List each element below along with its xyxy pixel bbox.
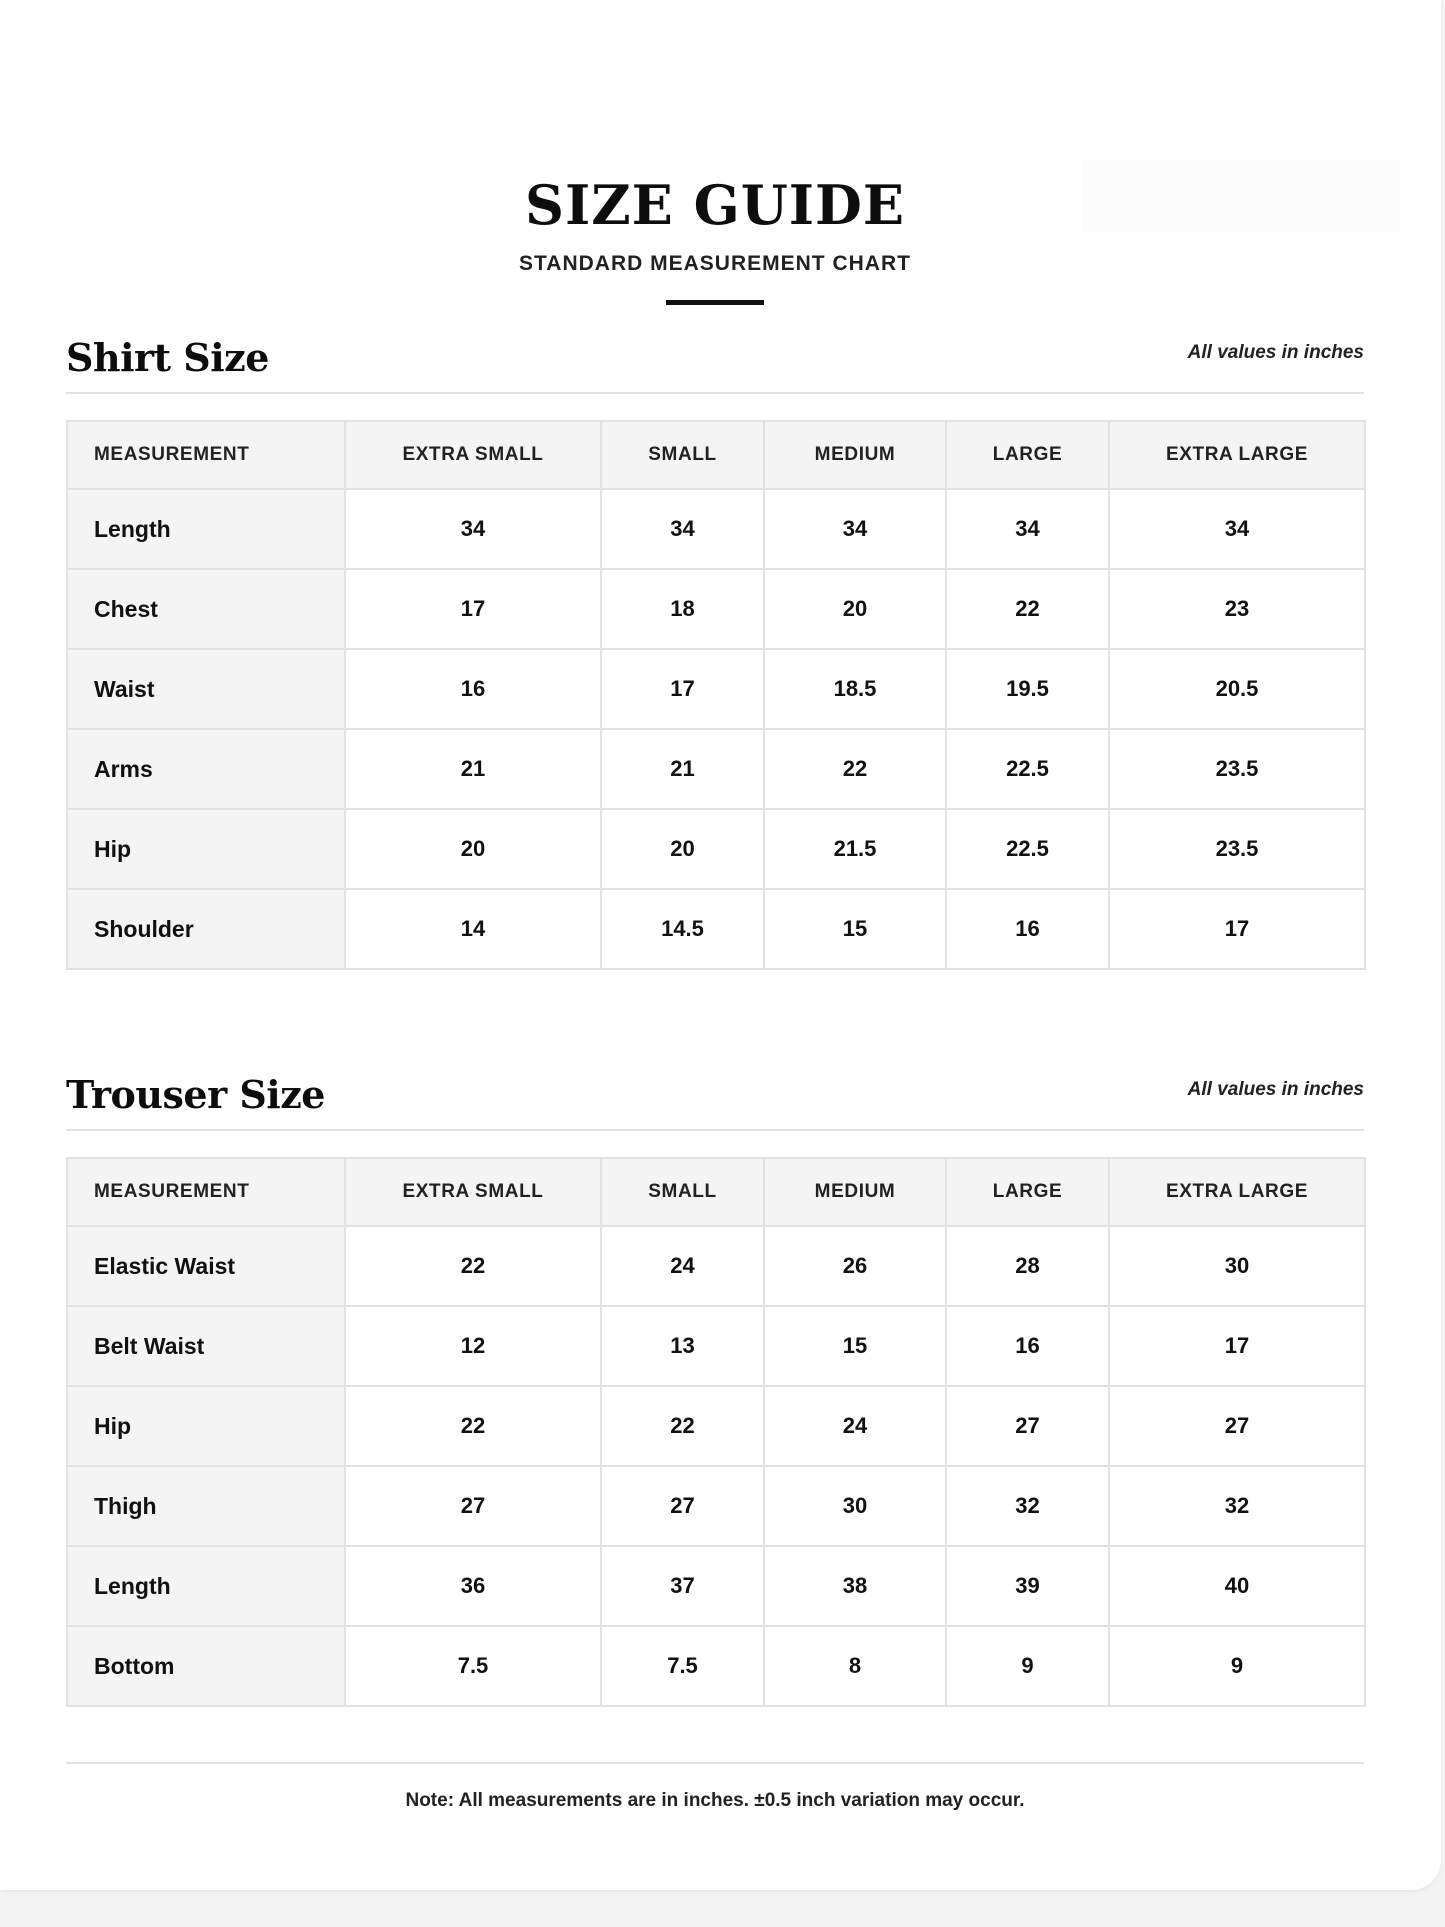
shirt-size-section bbox=[66, 330, 1364, 970]
column-header: MEDIUM bbox=[764, 1158, 946, 1226]
column-header: MEASUREMENT bbox=[67, 421, 345, 489]
table-cell: 18.5 bbox=[764, 649, 946, 729]
table-cell: 30 bbox=[1109, 1226, 1365, 1306]
table-cell: 40 bbox=[1109, 1546, 1365, 1626]
column-header: MEDIUM bbox=[764, 421, 946, 489]
column-header: EXTRA SMALL bbox=[345, 1158, 601, 1226]
column-header: MEASUREMENT bbox=[67, 1158, 345, 1226]
row-label: Waist bbox=[67, 649, 345, 729]
table-cell: 32 bbox=[946, 1466, 1109, 1546]
table-cell: 22 bbox=[345, 1226, 601, 1306]
shirt-section-title: Shirt Size bbox=[66, 335, 269, 380]
trouser-size-table bbox=[66, 1157, 1366, 1707]
shirt-units-note: All values in inches bbox=[1187, 342, 1364, 363]
row-label: Bottom bbox=[67, 1626, 345, 1706]
footer-note: Note: All measurements are in inches. ±0.5 inch variation may occur. bbox=[405, 1790, 1025, 1811]
table-cell: 21.5 bbox=[764, 809, 946, 889]
table-cell: 15 bbox=[764, 889, 946, 969]
row-label: Length bbox=[67, 489, 345, 569]
table-cell: 27 bbox=[946, 1386, 1109, 1466]
footer-divider bbox=[66, 1762, 1364, 1764]
table-cell: 21 bbox=[601, 729, 764, 809]
table-cell: 36 bbox=[345, 1546, 601, 1626]
table-cell: 20.5 bbox=[1109, 649, 1365, 729]
table-row bbox=[67, 809, 1365, 889]
table-row bbox=[67, 649, 1365, 729]
table-cell: 23.5 bbox=[1109, 809, 1365, 889]
table-header-row bbox=[67, 1158, 1365, 1226]
shirt-section-header bbox=[66, 330, 1364, 394]
table-cell: 22 bbox=[764, 729, 946, 809]
table-cell: 32 bbox=[1109, 1466, 1365, 1546]
table-cell: 7.5 bbox=[345, 1626, 601, 1706]
row-label: Hip bbox=[67, 809, 345, 889]
table-cell: 37 bbox=[601, 1546, 764, 1626]
row-label: Chest bbox=[67, 569, 345, 649]
table-row bbox=[67, 1546, 1365, 1626]
table-cell: 18 bbox=[601, 569, 764, 649]
table-cell: 21 bbox=[345, 729, 601, 809]
table-cell: 27 bbox=[1109, 1386, 1365, 1466]
table-cell: 20 bbox=[345, 809, 601, 889]
table-row bbox=[67, 1226, 1365, 1306]
column-header: LARGE bbox=[946, 1158, 1109, 1226]
table-cell: 20 bbox=[601, 809, 764, 889]
column-header: SMALL bbox=[601, 421, 764, 489]
table-cell: 22.5 bbox=[946, 729, 1109, 809]
table-cell: 27 bbox=[345, 1466, 601, 1546]
table-cell: 22 bbox=[946, 569, 1109, 649]
table-cell: 17 bbox=[345, 569, 601, 649]
table-cell: 34 bbox=[601, 489, 764, 569]
trouser-section-title: Trouser Size bbox=[66, 1072, 325, 1117]
table-cell: 16 bbox=[946, 889, 1109, 969]
column-header: EXTRA LARGE bbox=[1109, 1158, 1365, 1226]
title-divider bbox=[666, 300, 764, 305]
table-cell: 15 bbox=[764, 1306, 946, 1386]
table-row bbox=[67, 1626, 1365, 1706]
trouser-units-note: All values in inches bbox=[1187, 1079, 1364, 1100]
table-cell: 27 bbox=[601, 1466, 764, 1546]
table-cell: 38 bbox=[764, 1546, 946, 1626]
row-label: Belt Waist bbox=[67, 1306, 345, 1386]
table-row bbox=[67, 569, 1365, 649]
table-cell: 34 bbox=[764, 489, 946, 569]
page-subtitle: STANDARD MEASUREMENT CHART bbox=[519, 252, 911, 275]
trouser-section-header bbox=[66, 1067, 1364, 1131]
table-cell: 24 bbox=[764, 1386, 946, 1466]
table-cell: 17 bbox=[601, 649, 764, 729]
table-cell: 20 bbox=[764, 569, 946, 649]
table-cell: 9 bbox=[1109, 1626, 1365, 1706]
table-row bbox=[67, 889, 1365, 969]
row-label: Shoulder bbox=[67, 889, 345, 969]
table-cell: 34 bbox=[345, 489, 601, 569]
table-cell: 30 bbox=[764, 1466, 946, 1546]
table-cell: 17 bbox=[1109, 889, 1365, 969]
row-label: Arms bbox=[67, 729, 345, 809]
trouser-size-section bbox=[66, 1067, 1364, 1707]
page-header bbox=[0, 170, 1430, 305]
table-cell: 16 bbox=[345, 649, 601, 729]
table-row bbox=[67, 1306, 1365, 1386]
table-cell: 19.5 bbox=[946, 649, 1109, 729]
shirt-size-table bbox=[66, 420, 1366, 970]
table-cell: 22 bbox=[601, 1386, 764, 1466]
column-header: EXTRA SMALL bbox=[345, 421, 601, 489]
column-header: EXTRA LARGE bbox=[1109, 421, 1365, 489]
table-cell: 24 bbox=[601, 1226, 764, 1306]
table-cell: 39 bbox=[946, 1546, 1109, 1626]
table-cell: 34 bbox=[946, 489, 1109, 569]
table-cell: 9 bbox=[946, 1626, 1109, 1706]
table-row bbox=[67, 729, 1365, 809]
table-cell: 14 bbox=[345, 889, 601, 969]
table-cell: 34 bbox=[1109, 489, 1365, 569]
table-cell: 17 bbox=[1109, 1306, 1365, 1386]
table-cell: 8 bbox=[764, 1626, 946, 1706]
row-label: Hip bbox=[67, 1386, 345, 1466]
table-cell: 7.5 bbox=[601, 1626, 764, 1706]
row-label: Elastic Waist bbox=[67, 1226, 345, 1306]
table-cell: 22 bbox=[345, 1386, 601, 1466]
table-cell: 23 bbox=[1109, 569, 1365, 649]
table-cell: 28 bbox=[946, 1226, 1109, 1306]
column-header: SMALL bbox=[601, 1158, 764, 1226]
table-row bbox=[67, 489, 1365, 569]
table-cell: 13 bbox=[601, 1306, 764, 1386]
table-row bbox=[67, 1386, 1365, 1466]
table-cell: 22.5 bbox=[946, 809, 1109, 889]
table-cell: 14.5 bbox=[601, 889, 764, 969]
row-label: Length bbox=[67, 1546, 345, 1626]
table-cell: 26 bbox=[764, 1226, 946, 1306]
table-cell: 12 bbox=[345, 1306, 601, 1386]
row-label: Thigh bbox=[67, 1466, 345, 1546]
page-title: SIZE GUIDE bbox=[524, 173, 906, 237]
table-row bbox=[67, 1466, 1365, 1546]
column-header: LARGE bbox=[946, 421, 1109, 489]
table-cell: 16 bbox=[946, 1306, 1109, 1386]
table-header-row bbox=[67, 421, 1365, 489]
table-cell: 23.5 bbox=[1109, 729, 1365, 809]
